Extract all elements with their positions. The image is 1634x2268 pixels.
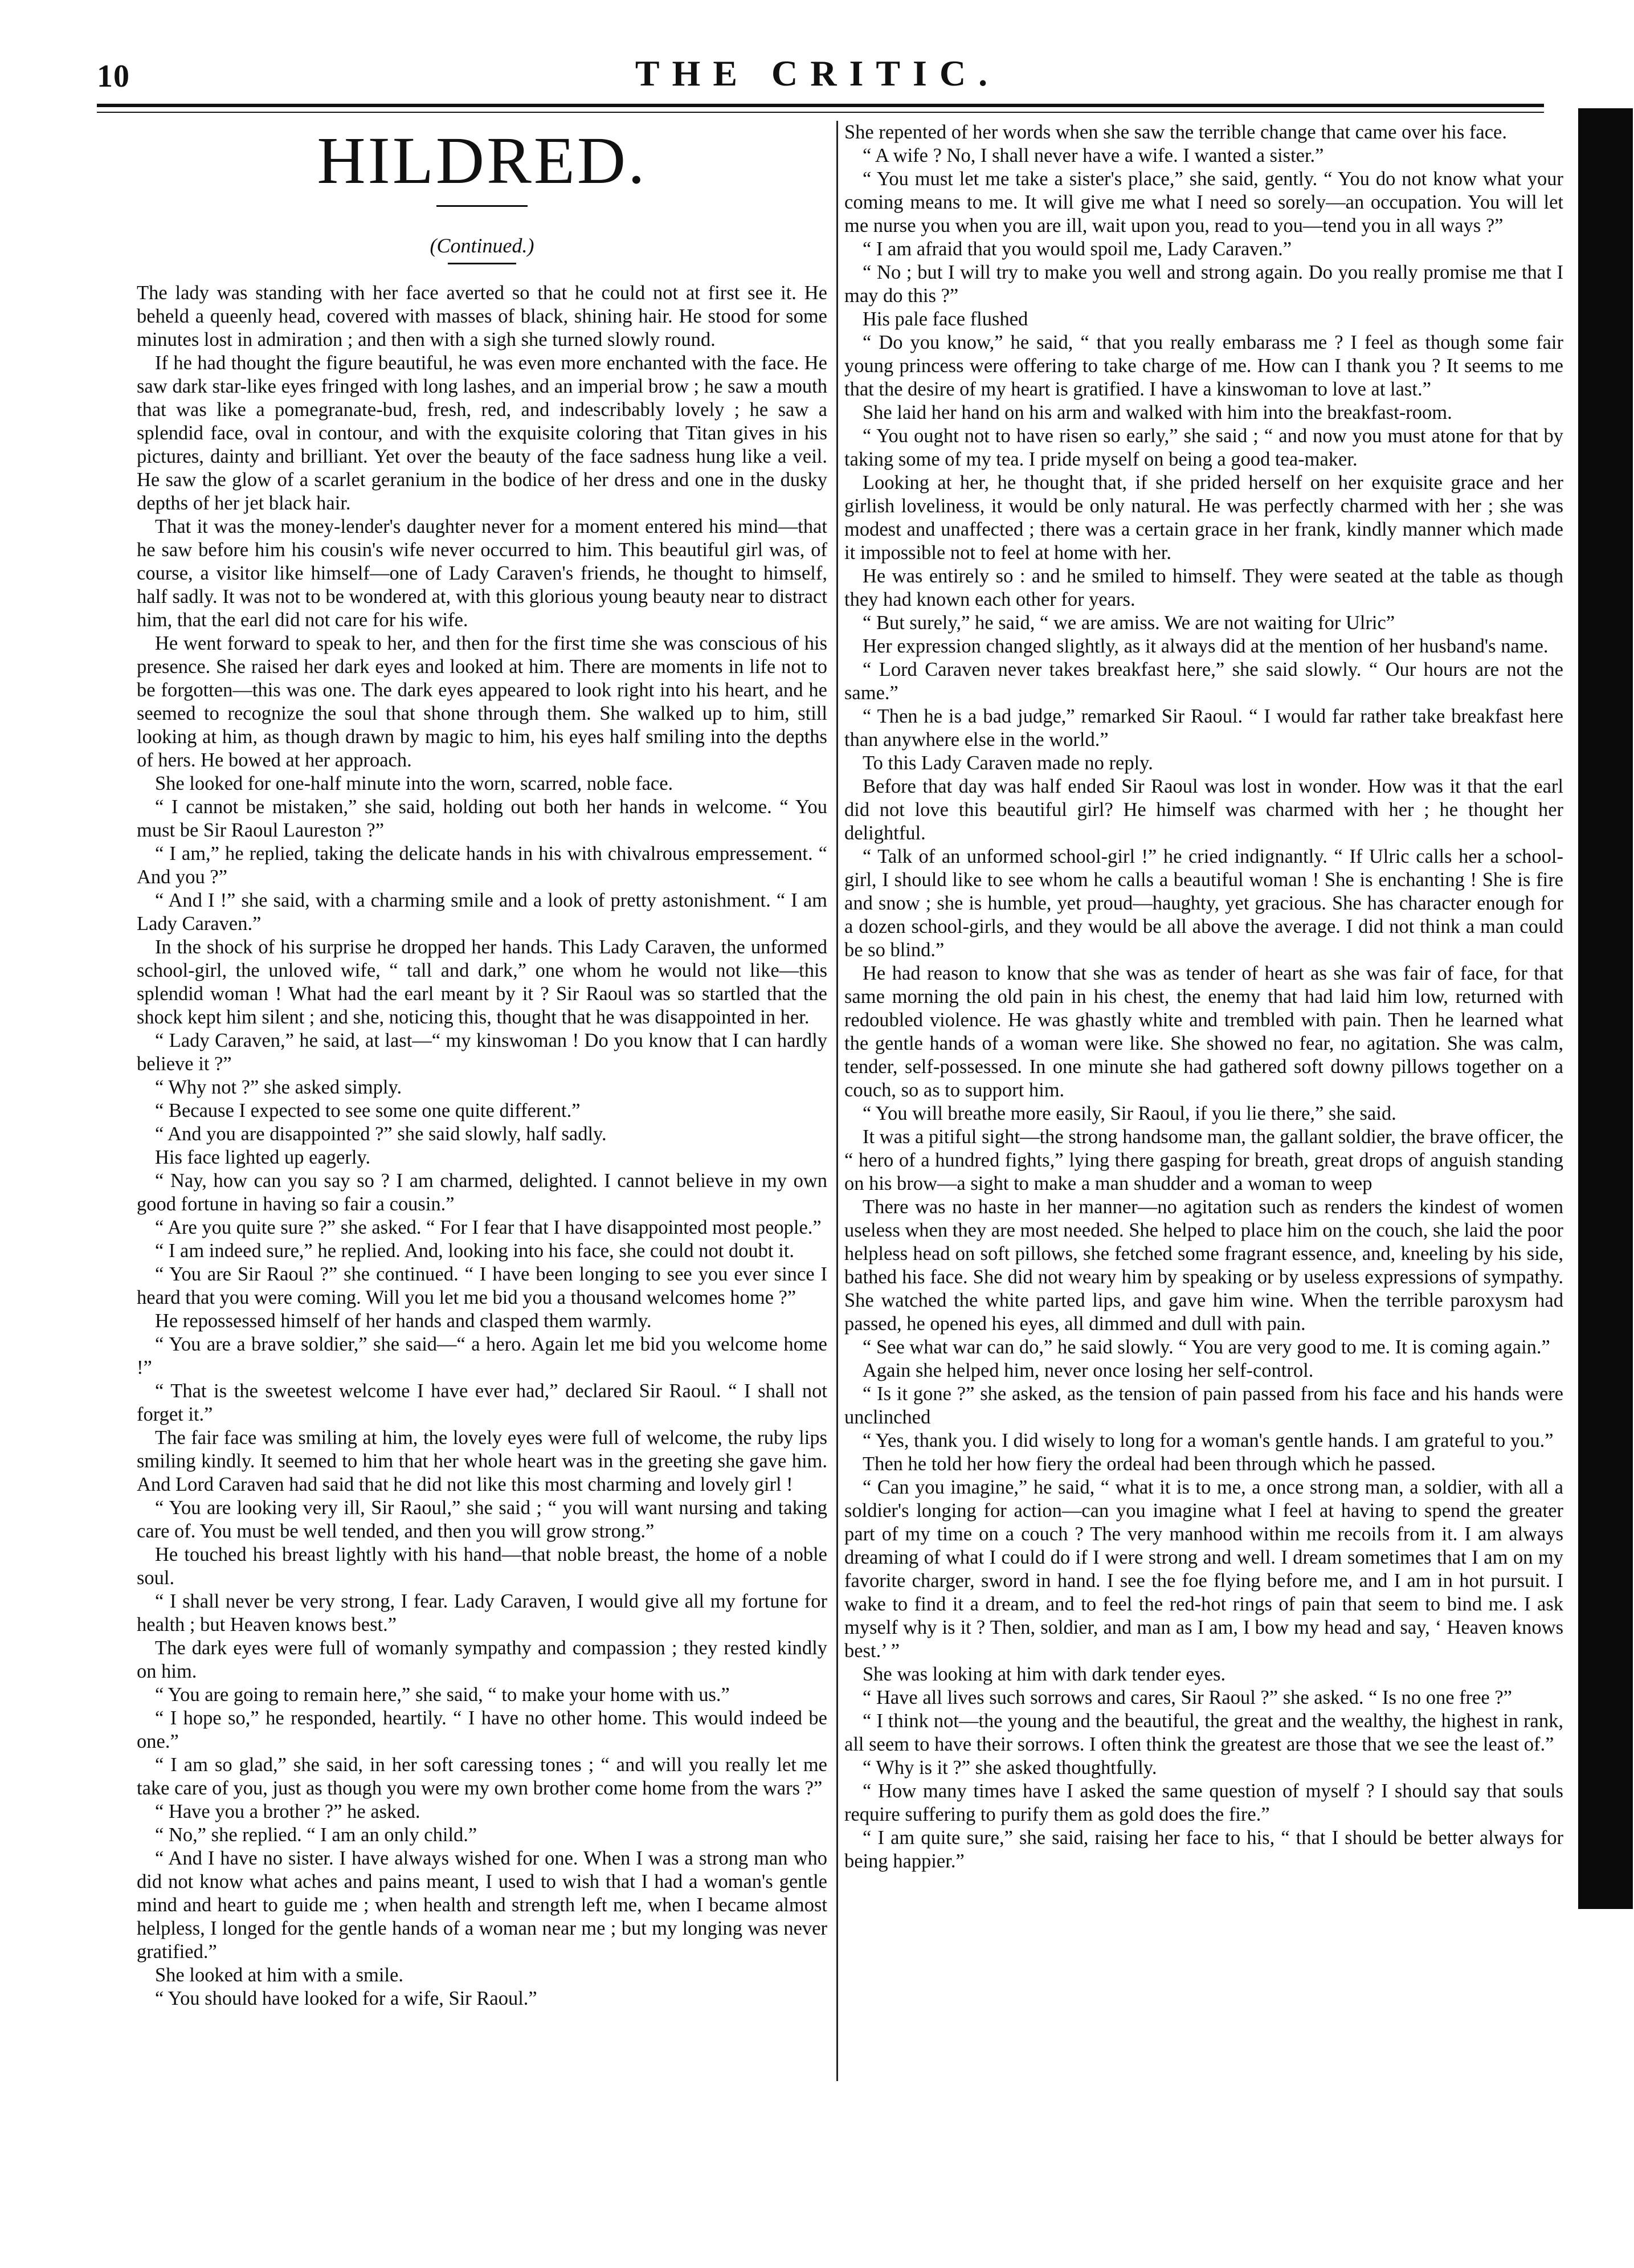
paragraph: His pale face flushed	[863, 308, 1028, 330]
paragraph: “ I shall never be very strong, I fear. Lady Caraven, I would give all my fortune for health ; but Heaven knows best.”	[137, 1590, 827, 1635]
paragraph: She looked at him with a smile.	[155, 1964, 403, 1986]
paragraph: “ You should have looked for a wife, Sir Raoul.”	[155, 1988, 537, 2009]
paragraph: She was looking at him with dark tender eyes.	[863, 1663, 1226, 1685]
page-header	[97, 52, 1538, 98]
paragraph: Before that day was half ended Sir Raoul was lost in wonder. How was it that the earl did not love this beautiful girl? He himself was charmed with her ; he thought her delightful.	[844, 776, 1563, 844]
page-number: 10	[97, 59, 130, 94]
paragraph: “ Are you quite sure ?” she asked. “ For I fear that I have disappointed most people.”	[155, 1217, 822, 1238]
paragraph: “ Can you imagine,” he said, “ what it is to me, a once strong man, a soldier, with all a soldier's longing for action—can you imagine what I feel at having to spend the greater part of my time on a couch ? The very manhood within me recoils from it. I am always dreaming of what I could do if I were strong and well. I dream sometimes that I am on my favorite charger, sword in hand. I see the foe flying before me, and I am in hot pursuit. I wake to find it a dream, and to feel the red-hot rings of pain that seem to bind me. I ask myself why is it ? Then, soldier, and man as I am, I bow my head and say, ‘ Heaven knows best.’ ”	[844, 1476, 1563, 1662]
paragraph: “ You are a brave soldier,” she said—“ a hero. Again let me bid you welcome home !”	[137, 1333, 827, 1378]
paragraph: “ You are looking very ill, Sir Raoul,” she said ; “ you will want nursing and taking care of. You must be well tended, and then you will grow strong.”	[137, 1497, 827, 1542]
paragraph: “ But surely,” he said, “ we are amiss. We are not waiting for Ulric”	[863, 612, 1395, 634]
paragraph: There was no haste in her manner—no agitation such as renders the kindest of women useless when they are most needed. She helped to place him on the couch, she laid the poor helpless head on soft pillows, she fetched some fragrant essence, and, kneeling by his side, bathed his face. She did not weary him by speaking or by useless expressions of sympathy. She watched the white parted lips, and gave him wine. When the terrible paroxysm had passed, he opened his eyes, all dimmed and dull with pain.	[844, 1196, 1563, 1335]
paragraph: In the shock of his surprise he dropped her hands. This Lady Caraven, the unformed school-girl, the unloved wife, “ tall and dark,” one whom he would not like—this splendid woman ! What had the earl meant by it ? Sir Raoul was so startled that the shock kept him silent ; and she, noticing this, thought that he was disappointed in her.	[137, 936, 827, 1028]
paragraph: He touched his breast lightly with his hand—that noble breast, the home of a noble soul.	[137, 1544, 827, 1589]
header-rule-thin	[97, 112, 1544, 113]
paragraph: That it was the money-lender's daughter never for a moment entered his mind—that he saw before him his cousin's wife never occurred to him. This beautiful girl was, of course, a visitor like himself—one of Lady Caraven's friends, he thought to himself, half sadly. It was not to be wondered at, with this glorious young beauty near to distract him, that the earl did not care for his wife.	[137, 516, 827, 631]
paragraph: “ You are going to remain here,” she said, “ to make your home with us.”	[155, 1684, 730, 1706]
paragraph: “ You are Sir Raoul ?” she continued. “ I have been longing to see you ever since I heard that you were coming. Will you let me bid you a thousand welcomes home ?”	[137, 1263, 827, 1308]
paragraph: “ Yes, thank you. I did wisely to long for a woman's gentle hands. I am grateful to you.”	[863, 1430, 1554, 1451]
subtitle-rule	[448, 263, 516, 264]
paragraph: “ Why not ?” she asked simply.	[155, 1076, 402, 1098]
column-divider	[836, 121, 838, 2081]
paragraph: “ Do you know,” he said, “ that you really embarass me ? I feel as though some fair young princess were offering to take charge of me. How can I thank you ? It seems to me that the desire of my heart is gratified. I have a kinswoman to love at last.”	[844, 332, 1563, 400]
right-column-body	[844, 121, 1563, 1873]
paragraph: He repossessed himself of her hands and clasped them warmly.	[155, 1310, 652, 1332]
paragraph: If he had thought the figure beautiful, he was even more enchanted with the face. He saw dark star-like eyes fringed with long lashes, and an imperial brow ; he saw a mouth that was like a pomegranate-bud, fresh, red, and indescribably lovely ; he saw a splendid face, oval in contour, and with the exquisite coloring that Titan gives in his pictures, dainty and brilliant. Yet over the beauty of the face sadness hung like a veil. He saw the glow of a scarlet geranium in the bodice of her dress and one in the dusky depths of her jet black hair.	[137, 352, 827, 514]
paragraph: “ Then he is a bad judge,” remarked Sir Raoul. “ I would far rather take breakfast here than anywhere else in the world.”	[844, 705, 1563, 750]
paragraph: His face lighted up eagerly.	[155, 1147, 371, 1168]
paragraph: “ I am indeed sure,” he replied. And, looking into his face, she could not doubt it.	[155, 1240, 794, 1262]
paragraph: She looked for one-half minute into the worn, scarred, noble face.	[155, 773, 673, 794]
paragraph: “ I am afraid that you would spoil me, Lady Caraven.”	[863, 238, 1292, 260]
paragraph: “ See what war can do,” he said slowly. “ You are very good to me. It is coming again.”	[863, 1336, 1550, 1358]
header-rule-thick	[97, 104, 1544, 107]
paragraph: “ I am quite sure,” she said, raising her face to his, “ that I should be better always for being happier.”	[844, 1827, 1563, 1872]
paragraph: He was entirely so : and he smiled to himself. They were seated at the table as though they had known each other for years.	[844, 565, 1563, 610]
paragraph: “ And I have no sister. I have always wished for one. When I was a strong man who did not know what aches and pains meant, I used to wish that I had a woman's gentle mind and heart to guide me ; when health and strength left me, when I became almost helpless, I longed for the gentle hands of a woman near me ; but my longing was never gratified.”	[137, 1847, 827, 1963]
paragraph: “ A wife ? No, I shall never have a wife. I wanted a sister.”	[863, 145, 1324, 166]
right-column	[844, 121, 1563, 2229]
paragraph: “ And I !” she said, with a charming smile and a look of pretty astonishment. “ I am Lady Caraven.”	[137, 890, 827, 935]
paragraph: “ I am so glad,” she said, in her soft caressing tones ; “ and will you really let me take care of you, just as though you were my own brother come home from the wars ?”	[137, 1754, 827, 1799]
paragraph: “ I hope so,” he responded, heartily. “ I have no other home. This would indeed be one.”	[137, 1707, 827, 1752]
paragraph: “ And you are disappointed ?” she said slowly, half sadly.	[155, 1123, 607, 1145]
paragraph: To this Lady Caraven made no reply.	[863, 752, 1153, 774]
left-column-body	[137, 282, 827, 2010]
paragraph: “ I think not—the young and the beautiful, the great and the wealthy, the highest in rank, all seem to have their sorrows. I often think the greatest are those that we see the least of.”	[844, 1710, 1563, 1755]
paragraph: She laid her hand on his arm and walked with him into the breakfast-room.	[863, 402, 1452, 423]
paragraph: “ Talk of an unformed school-girl !” he cried indignantly. “ If Ulric calls her a school-girl, I should like to see whom he calls a beautiful woman ! She is enchanting ! She is fire and snow ; she is humble, yet proud—haughty, yet gracious. She has character enough for a dozen school-girls, and they would be all above the average. I did not think a man could be so blind.”	[844, 846, 1563, 961]
paragraph: He went forward to speak to her, and then for the first time she was conscious of his presence. She raised her dark eyes and looked at him. There are moments in life not to be forgotten—this was one. The dark eyes appeared to look right into his heart, and he seemed to recognize the soul that shone through them. She walked up to him, still looking at him, as though drawn by magic to him, his eyes half smiling into the depths of hers. He bowed at her approach.	[137, 633, 827, 771]
paragraph: Looking at her, he thought that, if she prided herself on her exquisite grace and her girlish loveliness, it would be only natural. He was perfectly charmed with her ; she was modest and unaffected ; there was a certain grace in her frank, kindly manner which made it impossible not to feel at home with her.	[844, 472, 1563, 564]
article-subtitle: (Continued.)	[430, 234, 534, 257]
paragraph: “ Why is it ?” she asked thoughtfully.	[863, 1757, 1157, 1778]
paragraph: “ You ought not to have risen so early,” she said ; “ and now you must atone for that by taking some of my tea. I pride myself on being a good tea-maker.	[844, 425, 1563, 470]
paragraph: “ Because I expected to see some one quite different.”	[155, 1100, 581, 1121]
paragraph: Again she helped him, never once losing her self-control.	[863, 1360, 1314, 1381]
paragraph: The dark eyes were full of womanly sympathy and compassion ; they rested kindly on him.	[137, 1637, 827, 1682]
paragraph: The fair face was smiling at him, the lovely eyes were full of welcome, the ruby lips smiling kindly. It seemed to him that her whole heart was in the greeting she gave him. And Lord Caraven had said that he did not like this most charming and lovely girl !	[137, 1427, 827, 1495]
paragraph: The lady was standing with her face averted so that he could not at first see it. He beheld a queenly head, covered with masses of black, shining hair. He stood for some minutes lost in admiration ; and then with a sigh she turned slowly round.	[137, 282, 827, 350]
paragraph: “ That is the sweetest welcome I have ever had,” declared Sir Raoul. “ I shall not forget it.”	[137, 1380, 827, 1425]
paragraph: “ How many times have I asked the same question of myself ? I should say that souls require suffering to purify them as gold does the fire.”	[844, 1780, 1563, 1825]
article-title: HILDRED.	[317, 123, 647, 198]
paragraph: It was a pitiful sight—the strong handsome man, the gallant soldier, the brave officer, the “ hero of a hundred fights,” lying there gasping for breath, great drops of anguish standing on his brow—a sight to make a man shudder and a woman to weep	[844, 1126, 1563, 1194]
title-rule	[436, 205, 528, 207]
paragraph: “ Lord Caraven never takes breakfast here,” she said slowly. “ Our hours are not the same.”	[844, 659, 1563, 704]
paragraph: Her expression changed slightly, as it always did at the mention of her husband's name.	[863, 635, 1549, 657]
paragraph: “ I am,” he replied, taking the delicate hands in his with chivalrous empressement. “ And you ?”	[137, 843, 827, 888]
paragraph: She repented of her words when she saw the terrible change that came over his face.	[844, 121, 1507, 143]
paragraph: “ No ; but I will try to make you well and strong again. Do you really promise me that I may do this ?”	[844, 262, 1563, 307]
paragraph: “ Have all lives such sorrows and cares, Sir Raoul ?” she asked. “ Is no one free ?”	[863, 1687, 1512, 1708]
paragraph: “ Nay, how can you say so ? I am charmed, delighted. I cannot believe in my own good fortune in having so fair a cousin.”	[137, 1170, 827, 1215]
paragraph: “ Is it gone ?” she asked, as the tension of pain passed from his face and his hands were unclinched	[844, 1383, 1563, 1428]
paragraph: He had reason to know that she was as tender of heart as she was fair of face, for that same morning the old pain in his chest, the enemy that had laid him low, returned with redoubled violence. He was ghastly white and trembled with pain. Then he learned what the gentle hands of a woman were like. She showed no fear, no agitation. She was calm, tender, self-possessed. In one minute she had gathered soft downy pillows together on a couch, so as to support him.	[844, 962, 1563, 1101]
paragraph: Then he told her how fiery the ordeal had been through which he passed.	[863, 1453, 1436, 1475]
left-column	[137, 121, 827, 2229]
masthead: THE CRITIC.	[635, 53, 1000, 93]
paragraph: “ No,” she replied. “ I am an only child.”	[155, 1824, 477, 1846]
paragraph: “ Lady Caraven,” he said, at last—“ my kinswoman ! Do you know that I can hardly believe it ?”	[137, 1030, 827, 1075]
paragraph: “ You will breathe more easily, Sir Raoul, if you lie there,” she said.	[863, 1103, 1396, 1124]
paragraph: “ You must let me take a sister's place,” she said, gently. “ You do not know what your coming means to me. It will give me what I need so sorely—an occupation. You will let me nurse you when you are ill, wait upon you, read to you—tend you in all ways ?”	[844, 168, 1563, 236]
paragraph: “ I cannot be mistaken,” she said, holding out both her hands in welcome. “ You must be Sir Raoul Laureston ?”	[137, 796, 827, 841]
paragraph: “ Have you a brother ?” he asked.	[155, 1801, 420, 1822]
page-edge-shadow	[1578, 108, 1633, 1909]
